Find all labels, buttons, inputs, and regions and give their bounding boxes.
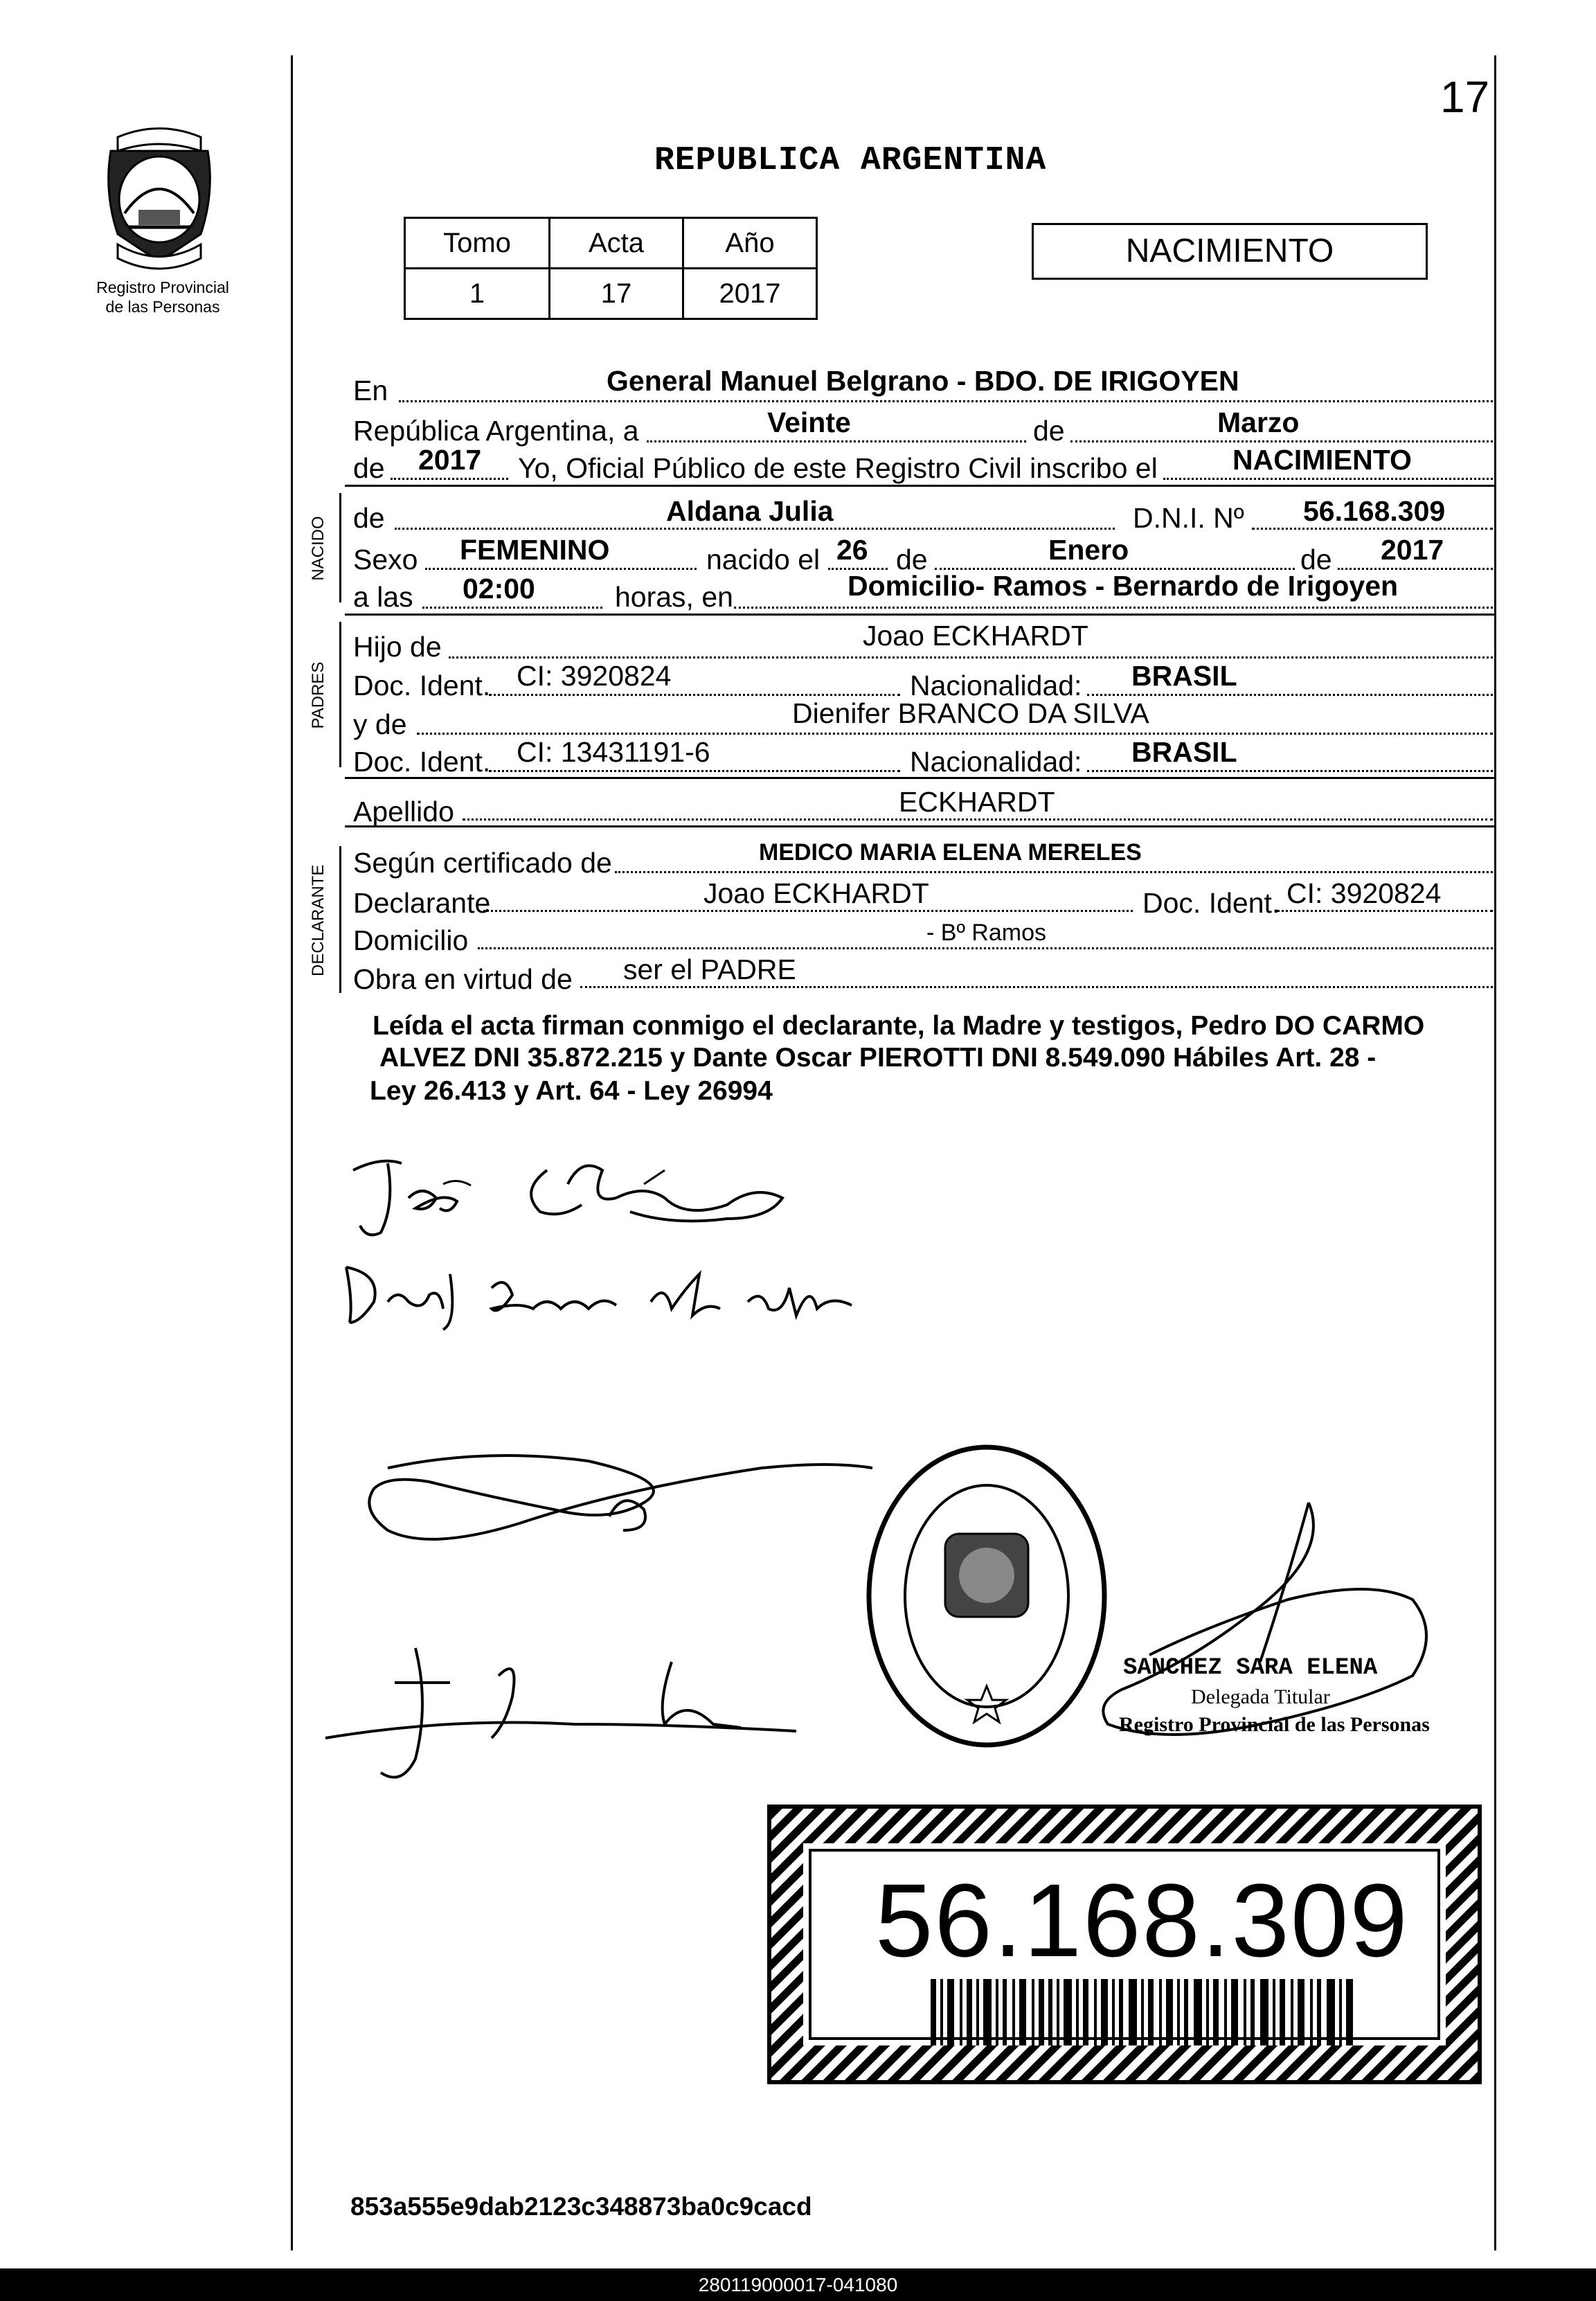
anio-value: 2017	[418, 444, 482, 476]
signature-declarante	[339, 1143, 838, 1246]
de-label: de	[1033, 415, 1065, 447]
madre-doc: CI: 13431191-6	[517, 736, 710, 768]
declarante-doc-label: Doc. Ident.	[1142, 887, 1280, 919]
mes-value: Marzo	[1217, 406, 1300, 438]
signature-madre	[339, 1246, 866, 1336]
padres-bracket	[339, 622, 341, 767]
record-type-box	[1032, 223, 1428, 280]
value-tomo: 1	[405, 269, 550, 319]
closing-line-1: Leída el acta firman conmigo el declarante, la Madre y testigos, Pedro DO CARMO	[373, 1011, 1425, 1041]
nacido-de-label-2: de	[896, 544, 928, 575]
padre-nombre: Joao ECKHARDT	[863, 620, 1088, 652]
dni-dots	[1252, 528, 1493, 530]
nacido-de-label: de	[353, 502, 385, 534]
mes-nac-value: Enero	[1048, 534, 1129, 566]
header-tomo: Tomo	[405, 218, 550, 269]
madre-nombre: Dienifer BRANCO DA SILVA	[792, 697, 1149, 729]
separator-3	[345, 777, 1494, 779]
nacido-el-label: nacido el	[706, 544, 821, 575]
separator-1	[345, 485, 1494, 487]
apellido-label: Apellido	[353, 796, 454, 827]
logo-caption-1: Registro Provincial	[96, 278, 229, 296]
hora-value: 02:00	[463, 573, 535, 605]
nombre-value: Aldana Julia	[666, 495, 834, 527]
signature-testigo-2	[312, 1634, 852, 1793]
declarante-nombre: Joao ECKHARDT	[703, 877, 929, 909]
dni-value: 56.168.309	[1303, 495, 1446, 527]
declarante-section-label: DECLARANTE	[309, 864, 328, 976]
dia-dots	[647, 440, 1026, 442]
footer-code: 280119000017-041080	[698, 2274, 898, 2295]
madre-doc-label: Doc. Ident.	[353, 746, 491, 778]
barcode-bars	[931, 1979, 1360, 2045]
padre-nac-label: Nacionalidad:	[910, 670, 1082, 701]
right-margin-line	[1494, 55, 1496, 2250]
padre-doc-dots	[489, 694, 900, 696]
padre-nac: BRASIL	[1131, 660, 1237, 692]
declarante-bracket	[339, 846, 341, 993]
nacido-bracket	[339, 493, 341, 602]
madre-doc-dots	[489, 770, 900, 772]
apellido-value: ECKHARDT	[899, 786, 1055, 818]
madre-nac-dots	[1087, 770, 1493, 772]
value-acta: 17	[550, 269, 683, 319]
yde-label: y de	[353, 708, 407, 740]
domicilio-value: - Bº Ramos	[926, 920, 1047, 946]
barcode-label	[767, 1805, 1482, 2084]
page-number: 17	[1440, 72, 1490, 122]
certificado-label: Según certificado de	[353, 847, 612, 879]
declarante-label: Declarante	[353, 887, 491, 919]
en-label: En	[353, 375, 388, 406]
domicilio-dots	[478, 947, 1493, 949]
dni-label: D.N.I. Nº	[1133, 502, 1244, 534]
header-anio: Año	[683, 218, 817, 269]
en-dots	[399, 400, 1493, 402]
a-las-label: a las	[353, 581, 413, 613]
certificado-dots	[615, 871, 1493, 873]
madre-nac-label: Nacionalidad:	[910, 746, 1082, 778]
declarante-doc: CI: 3920824	[1286, 877, 1442, 909]
padre-nac-dots	[1087, 694, 1493, 696]
registry-seal	[855, 1437, 1118, 1755]
obra-value: ser el PADRE	[623, 953, 796, 985]
record-type-label: NACIMIENTO	[1125, 233, 1334, 269]
oficial-text: Yo, Oficial Público de este Registro Civil inscribo el	[518, 452, 1158, 484]
declarante-dots	[483, 910, 1133, 912]
sexo-dots	[425, 568, 697, 570]
anio-dots	[391, 478, 508, 480]
closing-line-3: Ley 26.413 y Art. 64 - Ley 26994	[370, 1076, 773, 1106]
nacido-de-label-3: de	[1300, 544, 1332, 575]
lugar-value: Domicilio- Ramos - Bernardo de Irigoyen	[848, 570, 1399, 602]
page-title: REPUBLICA ARGENTINA	[654, 142, 1047, 179]
tomo-acta-anio-table	[404, 217, 818, 320]
seal-ring-text	[866, 1759, 886, 1760]
sexo-label: Sexo	[353, 544, 418, 575]
separator-2	[345, 614, 1494, 616]
padre-doc: CI: 3920824	[517, 660, 672, 692]
en-value: General Manuel Belgrano - BDO. DE IRIGOYEN	[607, 365, 1239, 397]
domicilio-label: Domicilio	[353, 924, 469, 956]
padre-doc-label: Doc. Ident.	[353, 670, 491, 701]
anio-nac-value: 2017	[1381, 534, 1444, 566]
hijo-label: Hijo de	[353, 631, 442, 663]
left-margin-line	[291, 55, 293, 2250]
dia-value: Veinte	[767, 406, 851, 438]
obra-label: Obra en virtud de	[353, 963, 573, 995]
signature-testigo-1	[346, 1440, 886, 1593]
officer-title: Delegada Titular	[1191, 1685, 1330, 1708]
misiones-logo	[90, 123, 228, 276]
officer-org: Registro Provincial de las Personas	[1119, 1713, 1430, 1736]
seal-inner-text	[928, 1759, 934, 1760]
horas-en-label: horas, en	[615, 581, 733, 613]
separator-4	[345, 825, 1494, 827]
padre-dots	[449, 656, 1493, 659]
dia-nac-value: 26	[836, 534, 868, 566]
barcode-number: 56.168.309	[875, 1862, 1409, 1978]
padres-section-label: PADRES	[309, 661, 328, 729]
value-anio: 2017	[683, 269, 817, 319]
closing-line-2: ALVEZ DNI 35.872.215 y Dante Oscar PIEROTTI DNI 8.549.090 Hábiles Art. 28 -	[379, 1043, 1377, 1073]
republica-label: República Argentina, a	[353, 415, 639, 447]
de2-label: de	[353, 452, 385, 484]
nombre-dots	[395, 528, 1115, 530]
madre-dots	[417, 733, 1493, 735]
officer-name: SANCHEZ SARA ELENA	[1123, 1655, 1378, 1681]
document-hash: 853a555e9dab2123c348873ba0c9cacd	[350, 2192, 812, 2221]
mes-dots	[1070, 440, 1493, 442]
header-acta: Acta	[550, 218, 683, 269]
obra-dots	[580, 986, 1493, 988]
logo-caption-2: de las Personas	[105, 298, 220, 316]
hora-dots	[422, 607, 602, 609]
certificado-value: MEDICO MARIA ELENA MERELES	[759, 839, 1142, 866]
tipo-value: NACIMIENTO	[1232, 444, 1412, 476]
tipo-dots	[1163, 478, 1493, 480]
declarante-doc-dots	[1277, 910, 1493, 912]
nacido-section-label: NACIDO	[309, 516, 328, 581]
lugar-dots	[734, 607, 1493, 609]
footer-bar	[0, 2268, 1596, 2301]
madre-nac: BRASIL	[1131, 736, 1237, 768]
apellido-dots	[463, 818, 1493, 821]
sexo-value: FEMENINO	[460, 534, 610, 566]
